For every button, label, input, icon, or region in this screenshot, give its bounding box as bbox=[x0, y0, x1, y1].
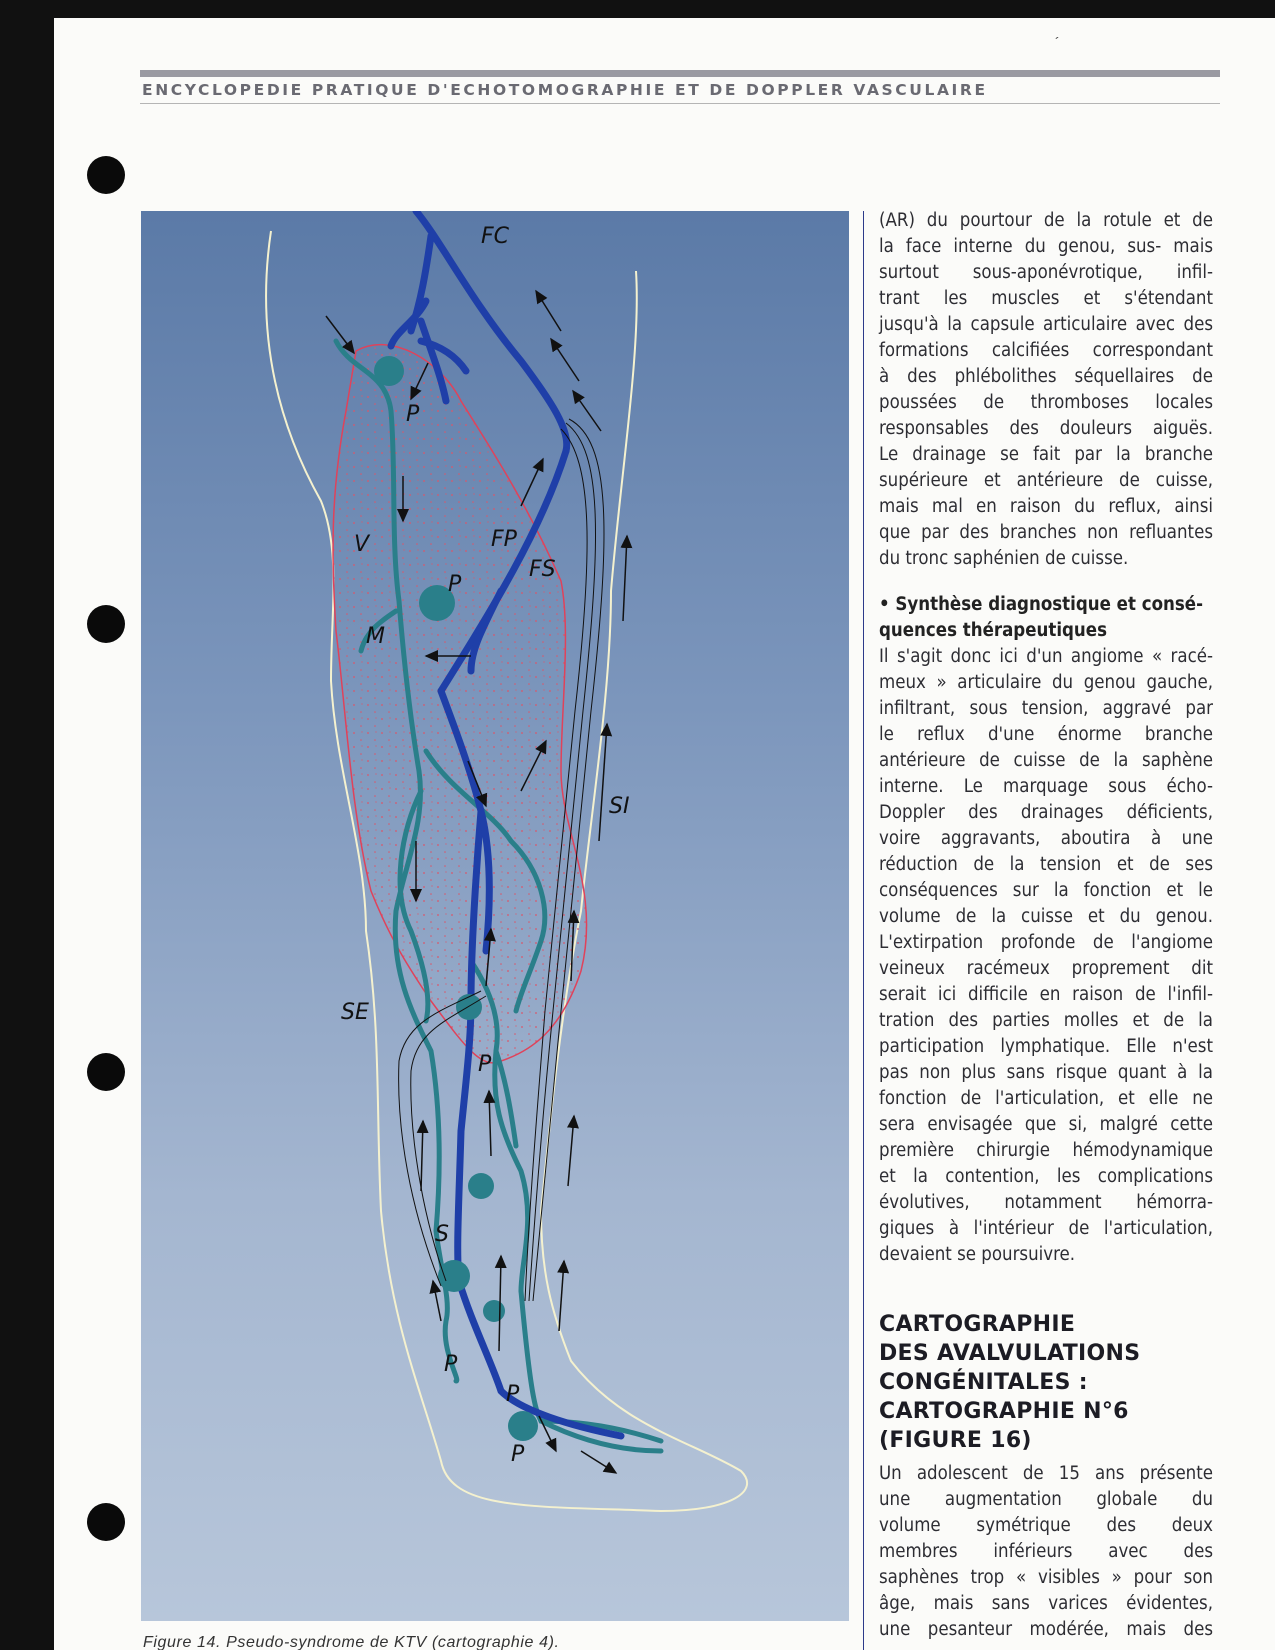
text-line: mais mal en raison du reflux, ainsi bbox=[879, 496, 1213, 517]
text-line: meux » articulaire du genou gauche, bbox=[879, 672, 1213, 693]
text-line: première chirurgie hémodynamique bbox=[879, 1140, 1213, 1161]
text-line: participation lymphatique. Elle n'est bbox=[879, 1036, 1213, 1057]
column-rule bbox=[863, 211, 864, 1650]
text-line: que par des branches non refluantes bbox=[879, 522, 1213, 543]
text-line: interne. Le marquage sous écho- bbox=[879, 776, 1213, 797]
header-rule bbox=[140, 103, 1220, 104]
text-line: conséquences sur la fonction et le bbox=[879, 880, 1213, 901]
leg-vein-map-figure bbox=[141, 211, 849, 1621]
text-line: Il s'agit donc ici d'un angiome « racé- bbox=[879, 646, 1213, 667]
text-line: surtout sous-aponévrotique, infil- bbox=[879, 262, 1213, 283]
heading-line: CARTOGRAPHIE N°6 bbox=[879, 1399, 1129, 1424]
text-line: quences thérapeutiques bbox=[879, 620, 1107, 641]
label-p: P bbox=[448, 572, 462, 597]
text-line: sera envisagée que si, malgré cette bbox=[879, 1114, 1213, 1135]
text-line: antérieure de cuisse de la saphène bbox=[879, 750, 1213, 771]
label-p: P bbox=[406, 402, 420, 427]
text-line: poussées de thromboses locales bbox=[879, 392, 1213, 413]
page-speck: ´ bbox=[1055, 34, 1060, 50]
paragraph-synthese bbox=[879, 644, 1213, 1268]
text-line: une augmentation globale du bbox=[879, 1489, 1213, 1510]
text-line: le reflux d'une énorme branche bbox=[879, 724, 1213, 745]
text-line: la face interne du genou, sus- mais bbox=[879, 236, 1213, 257]
text-line: à des phlébolithes séquellaires de bbox=[879, 366, 1213, 387]
paragraph-drainage bbox=[879, 208, 1213, 572]
paragraph-case-6 bbox=[879, 1461, 1213, 1643]
vein-diagram bbox=[141, 211, 849, 1621]
heading-line: DES AVALVULATIONS bbox=[879, 1341, 1141, 1366]
text-line: jusqu'à la capsule articulaire avec des bbox=[879, 314, 1213, 335]
figure-caption: Figure 14. Pseudo-syndrome de KTV (cartographie 4). bbox=[143, 1634, 560, 1650]
text-line: Doppler des drainages déficients, bbox=[879, 802, 1213, 823]
label-fc: FC bbox=[481, 224, 510, 249]
bullet-heading bbox=[879, 592, 1213, 644]
label-se: SE bbox=[341, 1000, 369, 1025]
label-fs: FS bbox=[529, 557, 556, 582]
text-line: âge, mais sans varices évidentes, bbox=[879, 1593, 1213, 1614]
label-p: P bbox=[444, 1352, 458, 1377]
heading-line: CONGÉNITALES : bbox=[879, 1370, 1088, 1395]
text-line: réduction de la tension et de ses bbox=[879, 854, 1213, 875]
text-line: infiltrant, sous tension, aggravé par bbox=[879, 698, 1213, 719]
text-line: évolutives, notamment hémorra- bbox=[879, 1192, 1213, 1213]
label-v: V bbox=[354, 532, 370, 557]
text-column bbox=[879, 208, 1213, 1643]
heading-line: CARTOGRAPHIE bbox=[879, 1312, 1076, 1337]
text-line: saphènes trop « visibles » pour son bbox=[879, 1567, 1213, 1588]
text-line: volume de la cuisse et du genou. bbox=[879, 906, 1213, 927]
document-page bbox=[54, 18, 1275, 1650]
text-line: Le drainage se fait par la branche bbox=[879, 444, 1213, 465]
running-header: ENCYCLOPEDIE PRATIQUE D'ECHOTOMOGRAPHIE ET DE DOPPLER VASCULAIRE bbox=[142, 81, 988, 99]
text-line: membres inférieurs avec des bbox=[879, 1541, 1213, 1562]
text-line: formations calcifiées correspondant bbox=[879, 340, 1213, 361]
text-line: supérieure et antérieure de cuisse, bbox=[879, 470, 1213, 491]
header-bar bbox=[140, 70, 1220, 77]
label-si: SI bbox=[609, 794, 630, 819]
text-line: Un adolescent de 15 ans présente bbox=[879, 1463, 1213, 1484]
label-p: P bbox=[506, 1382, 520, 1407]
text-line: trant les muscles et s'étendant bbox=[879, 288, 1213, 309]
text-line: tration des parties molles et de la bbox=[879, 1010, 1213, 1031]
text-line: devaient se poursuivre. bbox=[879, 1244, 1076, 1265]
text-line: (AR) du pourtour de la rotule et de bbox=[879, 210, 1213, 231]
binder-hole bbox=[87, 1503, 125, 1541]
binder-hole bbox=[87, 156, 125, 194]
text-line: fonction de l'articulation, et elle ne bbox=[879, 1088, 1213, 1109]
label-p: P bbox=[478, 1052, 492, 1077]
section-heading bbox=[879, 1310, 1213, 1455]
text-line: pas non plus sans risque quant à la bbox=[879, 1062, 1213, 1083]
binder-hole bbox=[87, 605, 125, 643]
text-line: giques à l'intérieur de l'articulation, bbox=[879, 1218, 1213, 1239]
text-line: voire aggravants, aboutira à une bbox=[879, 828, 1213, 849]
binder-hole bbox=[87, 1053, 125, 1091]
heading-line: (FIGURE 16) bbox=[879, 1428, 1032, 1453]
text-line: serait ici difficile en raison de l'infil- bbox=[879, 984, 1213, 1005]
text-line: et la contention, les complications bbox=[879, 1166, 1213, 1187]
label-m: M bbox=[366, 624, 385, 649]
text-line: • Synthèse diagnostique et consé- bbox=[879, 594, 1203, 615]
text-line: L'extirpation profonde de l'angiome bbox=[879, 932, 1213, 953]
label-p: P bbox=[511, 1442, 525, 1467]
text-line: veineux racémeux proprement dit bbox=[879, 958, 1213, 979]
text-line: volume symétrique des deux bbox=[879, 1515, 1213, 1536]
label-fp: FP bbox=[491, 527, 517, 552]
label-s: S bbox=[435, 1222, 449, 1247]
text-line: du tronc saphénien de cuisse. bbox=[879, 548, 1129, 569]
angioma-region bbox=[333, 345, 587, 1063]
text-line: responsables des douleurs aiguës. bbox=[879, 418, 1213, 439]
text-line: une pesanteur modérée, mais des bbox=[879, 1619, 1213, 1640]
